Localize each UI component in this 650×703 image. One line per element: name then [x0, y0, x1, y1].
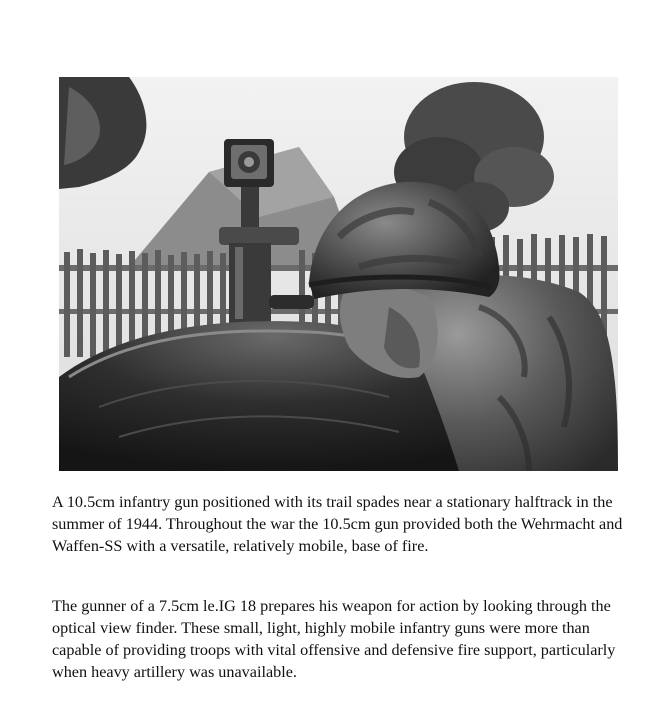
caption-paragraph-1: A 10.5cm infantry gun positioned with its trail spades near a stationary halftrack in the summer of 1944. Throughout the war the 10.5cm gun provided both the Wehrmacht and Waffen-SS with a versatile, relatively mobile, base of fire.	[52, 493, 623, 555]
caption-paragraph-2: The gunner of a 7.5cm le.IG 18 prepares his weapon for action by looking through the optical view finder. These small, light, highly mobile infantry guns were more than capable of providing troops with vital offensive and defensive fire support, particularly when heavy artillery was unavailable.	[52, 597, 616, 681]
photograph	[59, 77, 618, 471]
photo-illustration	[59, 77, 618, 471]
